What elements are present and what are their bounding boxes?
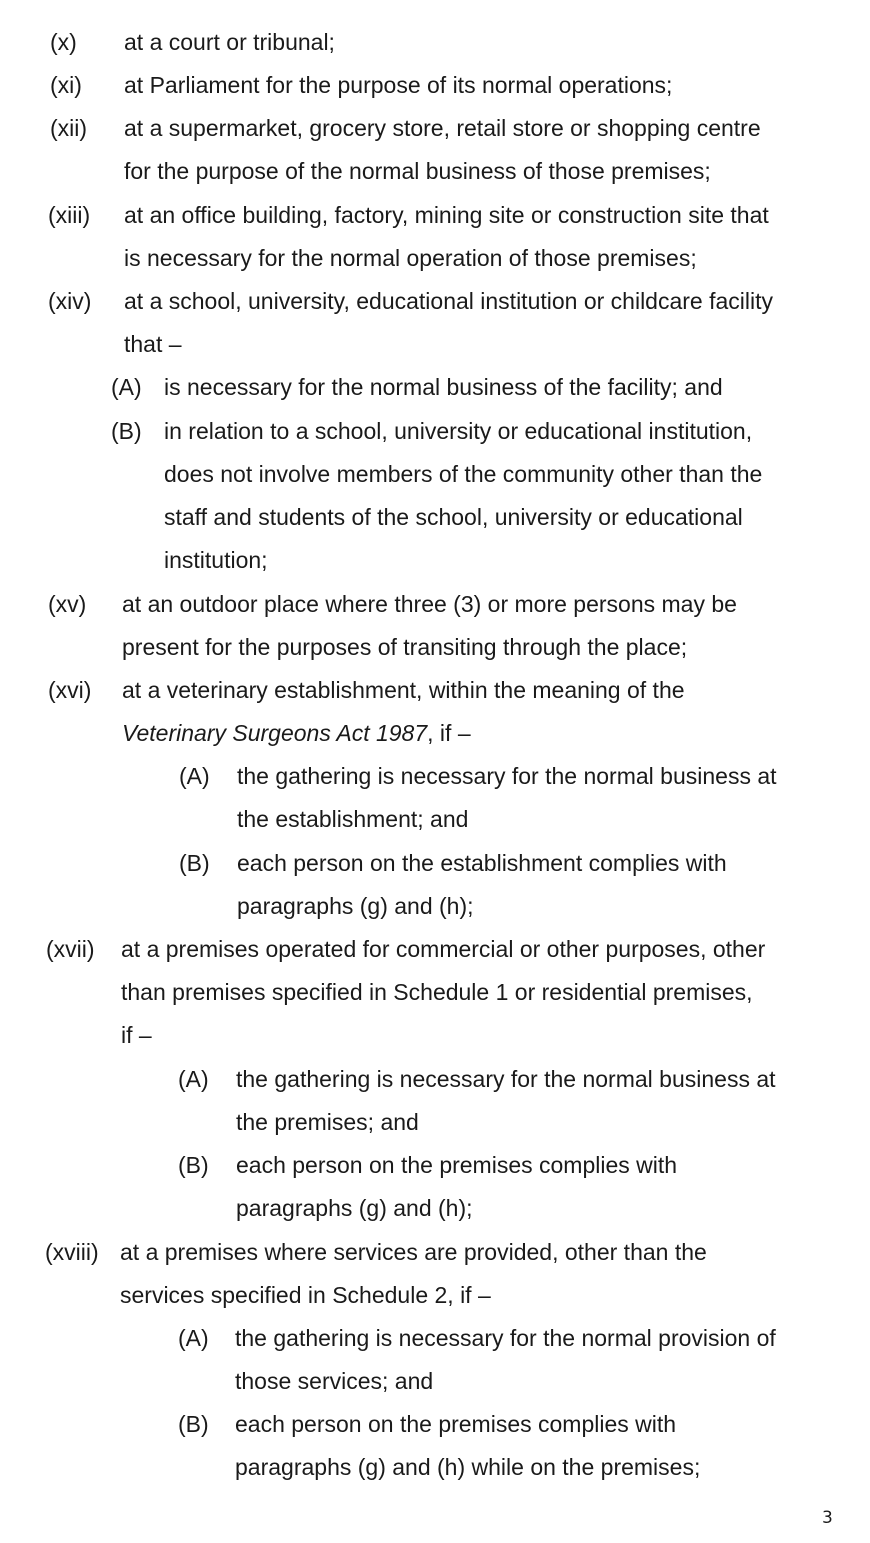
subitem-label: (A) [178, 1325, 209, 1351]
item-label: (xvii) [46, 936, 95, 962]
subitem-label: (B) [178, 1152, 209, 1178]
item-text: than premises specified in Schedule 1 or residential premises, [121, 979, 753, 1005]
item-text: at a school, university, educational institution or childcare facility [124, 288, 774, 314]
act-suffix: , if – [427, 720, 471, 746]
item-text: at a veterinary establishment, within the meaning of the [122, 677, 685, 703]
item-label: (xi) [50, 72, 82, 98]
item-text: at an office building, factory, mining site or construction site that [124, 202, 769, 228]
subitem-text: the establishment; and [237, 806, 469, 832]
subitem-label: (A) [111, 374, 142, 400]
item-text-act [122, 720, 471, 747]
item-label: (x) [50, 29, 77, 55]
subitem-text: each person on the premises complies with [236, 1152, 678, 1178]
item-label: (xiii) [48, 202, 91, 228]
subitem-text: each person on the establishment complies with [237, 850, 727, 876]
subitem-text: paragraphs (g) and (h); [236, 1195, 473, 1221]
subitem-text: each person on the premises complies with [235, 1411, 677, 1437]
item-text: at a court or tribunal; [124, 29, 335, 55]
subitem-text: does not involve members of the community other than the [164, 461, 763, 487]
subitem-text: the gathering is necessary for the normal provision of [235, 1325, 776, 1351]
subitem-text: the gathering is necessary for the normal business at [236, 1066, 776, 1092]
subitem-text: paragraphs (g) and (h) while on the premises; [235, 1454, 701, 1480]
item-text: at an outdoor place where three (3) or more persons may be [122, 591, 737, 617]
item-text: at a premises where services are provided, other than the [120, 1239, 707, 1265]
subitem-text: the premises; and [236, 1109, 419, 1135]
item-label: (xvi) [48, 677, 92, 703]
subitem-text: is necessary for the normal business of the facility; and [164, 374, 723, 400]
subitem-label: (A) [178, 1066, 209, 1092]
item-text: at a supermarket, grocery store, retail store or shopping centre [124, 115, 761, 141]
subitem-text: paragraphs (g) and (h); [237, 893, 474, 919]
item-text: if – [121, 1022, 152, 1048]
item-text: for the purpose of the normal business of those premises; [124, 158, 711, 184]
subitem-text: those services; and [235, 1368, 434, 1394]
item-text: at Parliament for the purpose of its normal operations; [124, 72, 673, 98]
subitem-text: in relation to a school, university or educational institution, [164, 418, 753, 444]
item-label: (xiv) [48, 288, 92, 314]
item-text: is necessary for the normal operation of those premises; [124, 245, 697, 271]
subitem-text: staff and students of the school, university or educational [164, 504, 743, 530]
subitem-label: (B) [179, 850, 210, 876]
item-text: at a premises operated for commercial or other purposes, other [121, 936, 766, 962]
subitem-label: (A) [179, 763, 210, 789]
act-title: Veterinary Surgeons Act 1987 [122, 720, 428, 746]
page-number: 3 [822, 1508, 833, 1528]
item-label: (xii) [50, 115, 88, 141]
subitem-label: (B) [178, 1411, 209, 1437]
item-text: that – [124, 331, 182, 357]
item-text: services specified in Schedule 2, if – [120, 1282, 491, 1308]
item-label: (xv) [48, 591, 87, 617]
subitem-label: (B) [111, 418, 142, 444]
subitem-text: institution; [164, 547, 268, 573]
item-text: present for the purposes of transiting through the place; [122, 634, 688, 660]
subitem-text: the gathering is necessary for the normal business at [237, 763, 777, 789]
item-label: (xviii) [45, 1239, 99, 1265]
